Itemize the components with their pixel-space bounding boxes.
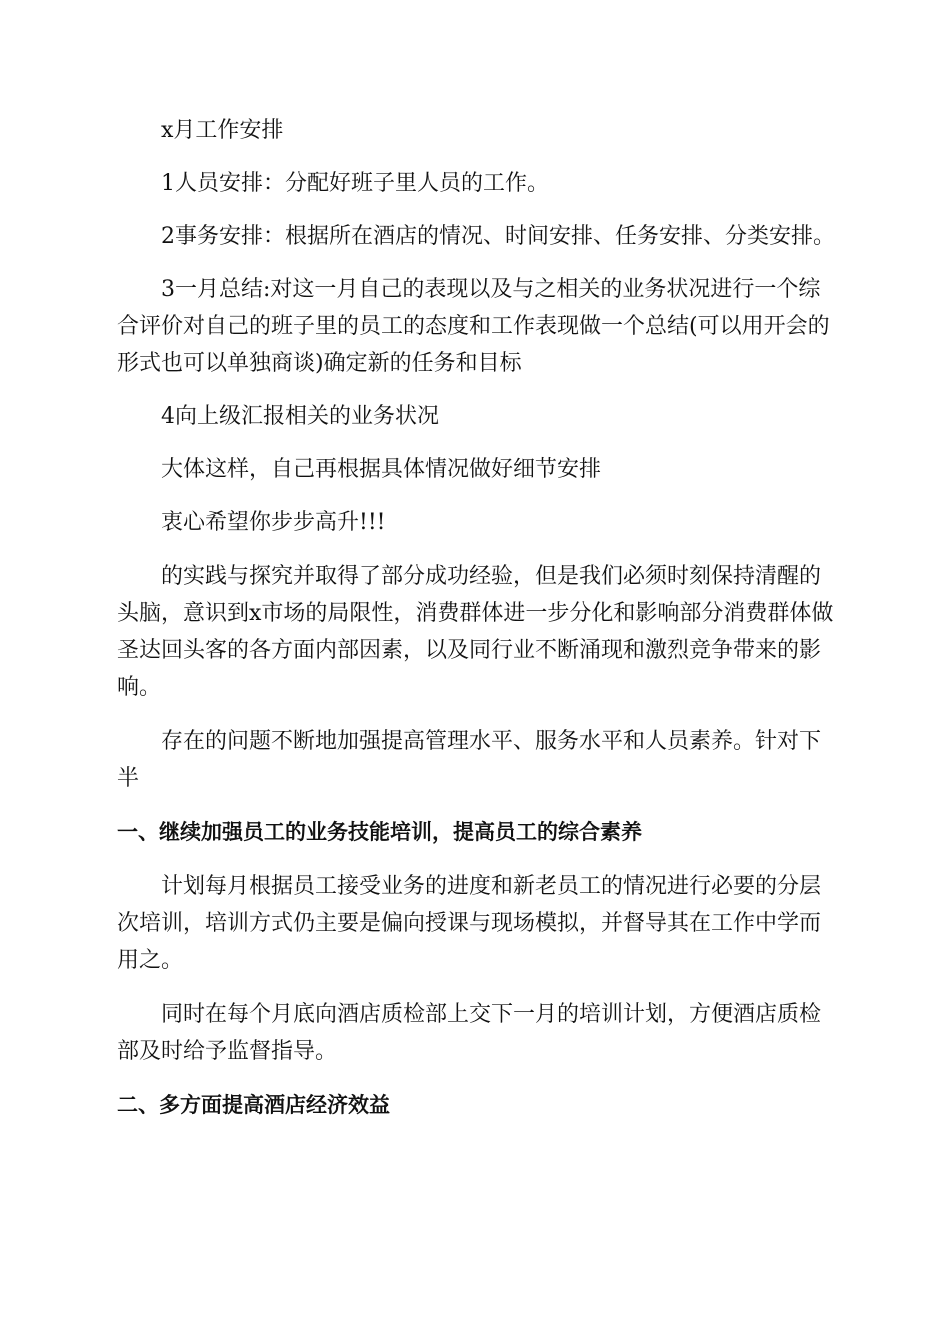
section-heading-1: 一、继续加强员工的业务技能培训，提高员工的综合素养 bbox=[117, 820, 642, 844]
paragraph-6: 大体这样，自己再根据具体情况做好细节安排 bbox=[161, 457, 602, 482]
paragraph-11: 同时在每个月底向酒店质检部上交下一月的培训计划，方便酒店质检部及时给予监督指导。 bbox=[117, 1002, 822, 1064]
paragraph-8: 的实践与探究并取得了部分成功经验，但是我们必须时刻保持清醒的头脑，意识到x市场的局限性，消费群体进一步分化和影响部分消费群体做圣达回头客的各方面内部因素，以及同行业不断涌现和激烈竞争带来的影响。 bbox=[117, 564, 834, 700]
paragraph-2: 1人员安排：分配好班子里人员的工作。 bbox=[161, 171, 549, 196]
paragraph-10: 计划每月根据员工接受业务的进度和新老员工的情况进行必要的分层次培训，培训方式仍主要是偏向授课与现场模拟，并督导其在工作中学而用之。 bbox=[117, 874, 822, 973]
paragraph-5: 4向上级汇报相关的业务状况 bbox=[161, 404, 439, 429]
paragraph-4: 3一月总结:对这一月自己的表现以及与之相关的业务状况进行一个综合评价对自己的班子里的员工的态度和工作表现做一个总结(可以用开会的形式也可以单独商谈)确定新的任务和目标 bbox=[117, 277, 830, 376]
section-heading-2: 二、多方面提高酒店经济效益 bbox=[117, 1093, 390, 1117]
paragraph-7: 衷心希望你步步高升!!! bbox=[161, 510, 386, 535]
paragraph-1: x月工作安排 bbox=[161, 118, 284, 143]
paragraph-3: 2事务安排：根据所在酒店的情况、时间安排、任务安排、分类安排。 bbox=[161, 224, 835, 249]
paragraph-9: 存在的问题不断地加强提高管理水平、服务水平和人员素养。针对下半 bbox=[117, 729, 822, 791]
